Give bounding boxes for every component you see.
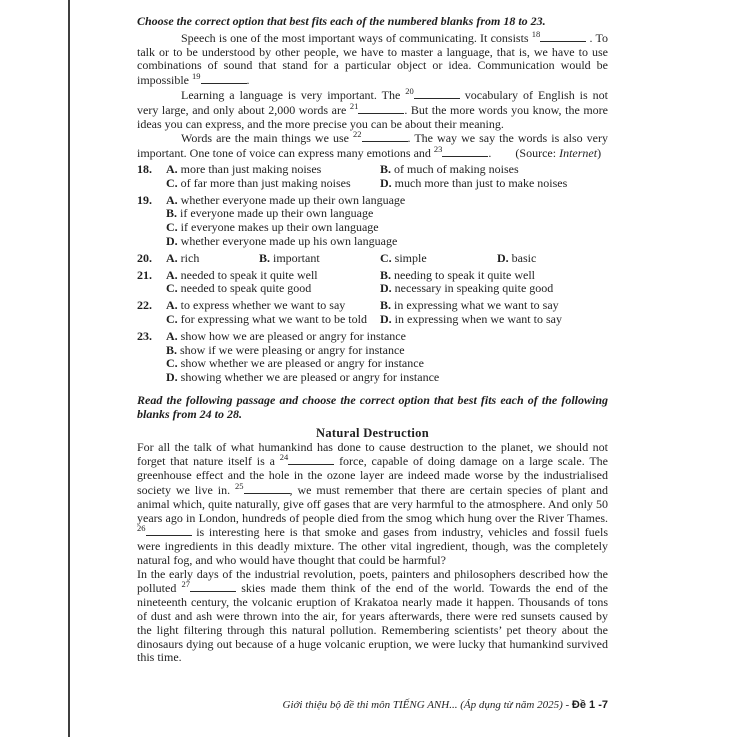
option-text: of far more than just making noises [177,175,351,190]
option-group [166,163,608,191]
question-item [137,252,608,266]
option-text: simple [391,250,427,265]
page-footer [137,699,608,712]
answer-option [166,330,608,344]
option-group [166,252,608,266]
answer-option [380,177,608,191]
answer-option [497,252,608,266]
option-text: show how we are pleased or angry for instance [177,328,406,343]
answer-option [380,252,497,266]
option-label: B. [166,206,178,221]
option-text: needing to speak it quite well [391,267,535,282]
question-number: 22. [137,298,152,313]
question-number: 23. [137,328,152,343]
option-text: rich [177,250,200,265]
option-text: basic [508,250,537,265]
answer-option [259,252,380,266]
answer-blank-23 [442,146,488,157]
option-text: of much of making noises [391,161,519,176]
option-text: to express whether we want to say [177,298,346,313]
question-list [137,163,608,385]
option-text: much more than just to make noises [391,175,568,190]
answer-option [166,299,380,313]
option-label: A. [166,328,178,343]
option-label: D. [166,370,178,385]
option-group [166,299,608,327]
question-item [137,269,608,297]
option-label: A. [166,250,178,265]
answer-option [166,252,259,266]
option-label: C. [166,356,178,371]
option-group [166,194,608,249]
answer-option [166,221,608,235]
option-text: in expressing when we want to say [391,311,562,326]
blank-number: 21 [349,100,359,111]
answer-option [380,299,608,313]
answer-option [166,344,608,358]
option-text: important [270,250,320,265]
option-group [166,269,608,297]
answer-option [166,163,380,177]
page-content [137,15,608,665]
page-margin-rule [68,0,70,737]
option-group [166,330,608,385]
option-label: D. [380,311,392,326]
answer-option [166,177,380,191]
blank-number: 22 [353,129,362,140]
blank-number: 24 [279,452,289,463]
answer-blank-18 [540,31,586,42]
answer-blank-25 [244,483,290,494]
answer-option [166,313,380,327]
answer-option [166,207,608,221]
option-label: D. [166,233,178,248]
option-label: C. [166,281,178,296]
option-label: B. [259,250,271,265]
option-text: whether everyone made up their own language [177,192,406,207]
passage-paragraph-1: For all the talk of what humankind has done to cause destruction to the planet, we should not forget that nature itself is a $^{24}$ force, capable of doing damage on a large scale. The greenhouse effect and the hole in the ozone layer are indeed made worse by the industrialised society we live in. $^{25}$ , we must remember that there are certain species of plant and animal which, quite naturally, give off gases that are very harmful to the atmosphere. And only 50 years ago in London, hundreds of people died from the smog which hung over the River Thames. $^{26}$ is interesting here is that smoke and gases from industry, vehicles and fossil fuels were ingredients in this deadly mixture. The other vital ingredient, though, was the completely natural fog, and who would have thought that could be harmful? [137,439,608,567]
option-label: B. [166,342,178,357]
option-text: if everyone made up their own language [177,206,374,221]
option-text: showing whether we are pleased or angry for instance [177,370,440,385]
answer-blank-24 [288,454,334,465]
option-label: D. [380,175,392,190]
answer-option [166,235,608,249]
option-text: show if we were pleasing or angry for instance [177,342,405,357]
question-number: 21. [137,267,152,282]
blank-number: 25 [235,480,244,491]
answer-blank-27 [190,581,236,592]
option-label: C. [166,311,178,326]
question-item [137,163,608,191]
blank-number: 27 [181,579,191,590]
option-label: B. [380,161,392,176]
answer-blank-19 [201,73,247,84]
blank-number: 18 [531,28,541,39]
question-item [137,194,608,249]
cloze-paragraph-1: Speech is one of the most important ways of communicating. It consists $^{18}$ . To talk or to be understood by other people, we have to master a language, that is, we have to use combinations of sound that stand for a particular object or idea. Communication would be impossible $^{19}$ . [137,28,608,88]
answer-option [166,194,608,208]
answer-blank-26 [146,525,192,536]
question-number: 18. [137,161,152,176]
option-text: show whether we are pleased or angry for instance [177,356,424,371]
passage-paragraph-2: In the early days of the industrial revolution, poets, painters and philosophers described how the polluted $^{27}$ skies made them think of the end of the world. Towards the end of the nineteenth century, the volcanic eruption of Krakatoa nearly made it happen. Thousands of tons of dust and ash were thrown into the air, for years afterwards, there were red sunsets caused by the light filtering through this natural pollution. Remembering scientists’ pet theory about the dinosaurs dying out because of a huge volcanic eruption, we were lucky that humankind survived this time. [137,566,609,665]
option-text: more than just making noises [177,161,322,176]
answer-option [166,269,380,283]
cloze-paragraph-3: Words are the main things we use $^{22}$ . The way we say the words is also very important. One tone of voice can express many emotions and $^{23}$ . (Source: Internet) [137,129,608,161]
passage-title: Natural Destruction [316,425,429,440]
answer-option [166,282,380,296]
section-1-instruction: Choose the correct option that best fits each of the numbered blanks from 18 to 23. [137,14,546,28]
option-label: B. [380,298,392,313]
footer-book-title: Giới thiệu bộ đề thi môn TIẾNG ANH... (Áp dụng từ năm 2025) - [282,699,572,711]
answer-blank-20 [414,88,460,99]
blank-number: 26 [137,523,146,534]
cloze-paragraph-2: Learning a language is very important. The $^{20}$ vocabulary of English is not very large, and only about 2,000 words are $^{21}$ . But the more words you know, the more ideas you can express, and the more precise you can be about their meaning. [137,85,608,131]
section-2-instruction: Read the following passage and choose the correct option that best fits each of the following blanks from 24 to 28. [137,392,608,421]
option-label: A. [166,267,178,282]
option-text: whether everyone made up his own language [177,233,398,248]
answer-blank-21 [358,103,404,114]
option-label: D. [497,250,509,265]
blank-number: 23 [433,144,443,155]
option-label: A. [166,192,178,207]
answer-option [166,357,608,371]
answer-option [380,313,608,327]
footer-page-label: Đề 1 -7 [571,699,608,711]
option-label: C. [166,175,178,190]
option-text: in expressing what we want to say [391,298,559,313]
option-text: for expressing what we want to be told [177,311,367,326]
option-label: B. [380,267,392,282]
option-text: if everyone makes up their own language [177,220,379,235]
answer-option [380,282,608,296]
question-item [137,299,608,327]
option-label: A. [166,298,178,313]
question-item [137,330,608,385]
italic-text: Internet [559,146,598,161]
blank-number: 20 [405,85,414,96]
blank-number: 19 [192,71,201,82]
answer-blank-22 [362,131,408,142]
option-label: C. [166,220,178,235]
answer-option [380,163,608,177]
option-text: needed to speak it quite well [177,267,318,282]
answer-option [166,371,608,385]
option-text: necessary in speaking quite good [391,281,554,296]
question-number: 19. [137,192,152,207]
option-label: C. [380,250,392,265]
question-number: 20. [137,250,152,265]
option-label: D. [380,281,392,296]
option-label: A. [166,161,178,176]
answer-option [380,269,608,283]
option-text: needed to speak quite good [177,281,312,296]
